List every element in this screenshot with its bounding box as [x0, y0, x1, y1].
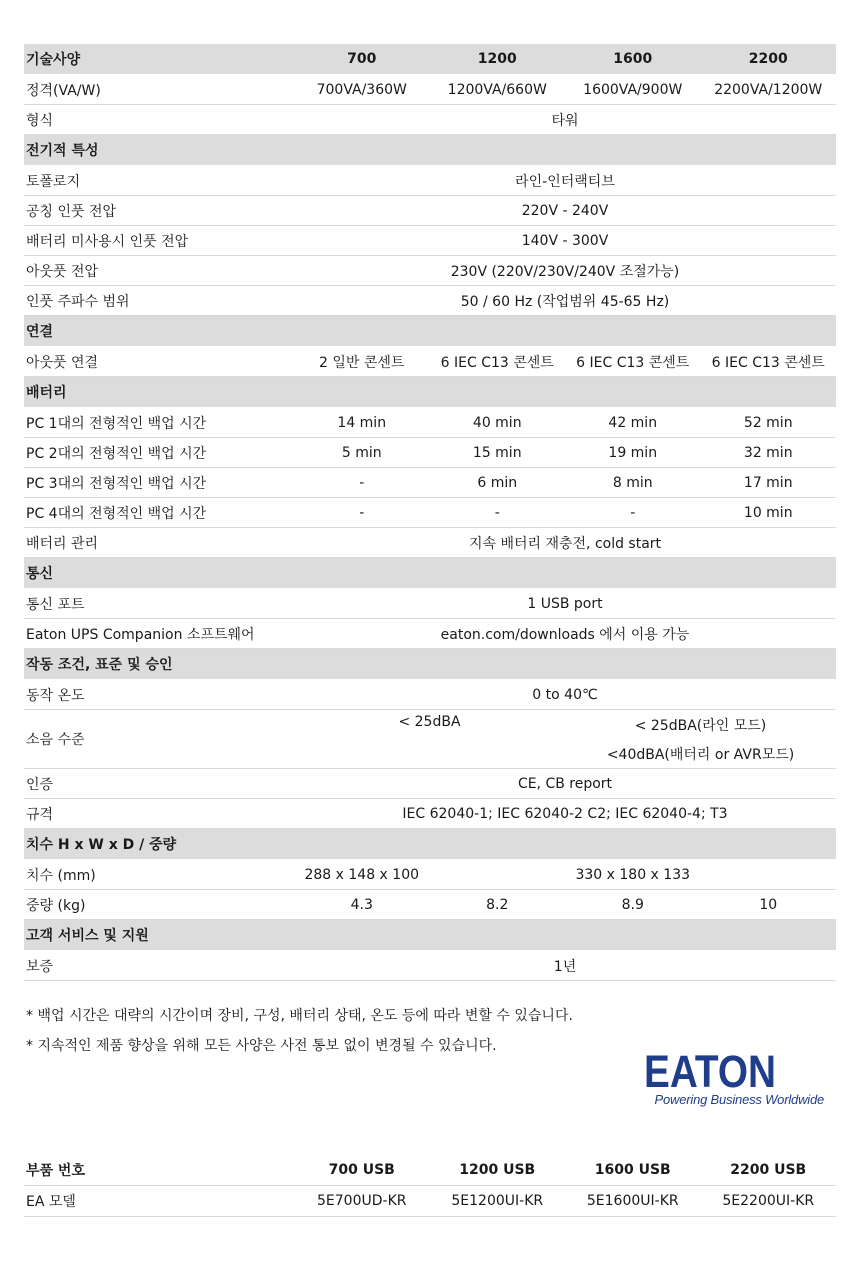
output-connection-row	[24, 347, 836, 377]
model-1600-header: 1600	[613, 51, 653, 67]
input-frequency-label: 인풋 주파수 범위	[26, 293, 130, 310]
software-row	[24, 619, 836, 649]
rating-1200: 1200VA/660W	[447, 81, 547, 98]
backup-pc4-700: -	[359, 504, 365, 521]
backup-pc2-row	[24, 438, 836, 468]
weight-2200: 10	[759, 896, 778, 913]
dimension-700: 288 x 148 x 100	[304, 866, 420, 883]
part-1200-header: 1200 USB	[459, 1162, 536, 1178]
backup-pc2-1600: 19 min	[608, 444, 658, 461]
backup-pc4-1200: -	[494, 504, 500, 521]
input-frequency-row	[24, 286, 836, 316]
rating-row	[24, 75, 836, 105]
weight-1200: 8.2	[486, 896, 509, 913]
output-connection-1200: 6 IEC C13 콘센트	[440, 354, 554, 371]
comm-port-row	[24, 589, 836, 619]
weight-label: 중량 (kg)	[26, 897, 86, 914]
backup-pc1-1200: 40 min	[472, 414, 522, 431]
section-title: 연결	[26, 324, 54, 340]
output-voltage-row	[24, 256, 836, 286]
section-communication	[24, 558, 836, 589]
rating-label: 정격(VA/W)	[26, 82, 101, 99]
ea-model-2200: 5E2200UI-KR	[722, 1193, 815, 1209]
output-voltage-value: 230V (220V/230V/240V 조절가능)	[450, 263, 680, 280]
spec-table	[24, 44, 836, 981]
input-frequency-value: 50 / 60 Hz (작업범위 45-65 Hz)	[460, 293, 670, 310]
operating-temp-label: 동작 온도	[26, 687, 85, 704]
topology-label: 토폴로지	[26, 173, 81, 190]
software-label: Eaton UPS Companion 소프트웨어	[26, 626, 255, 643]
backup-pc3-2200: 17 min	[743, 474, 793, 491]
battery-management-value: 지속 배터리 재충전, cold start	[468, 535, 662, 552]
noise-large-models	[565, 710, 836, 768]
standard-value: IEC 62040-1; IEC 62040-2 C2; IEC 62040-4; T3	[402, 805, 728, 822]
noise-label: 소음 수준	[26, 732, 85, 748]
part-700-header: 700 USB	[328, 1162, 395, 1178]
noise-line-mode: < 25dBA(라인 모드)	[634, 717, 767, 734]
noise-small-models: < 25dBA	[398, 714, 461, 730]
eaton-logo-wordmark: EATON	[644, 1050, 776, 1090]
topology-row	[24, 166, 836, 196]
section-title: 배터리	[26, 385, 67, 401]
weight-1600: 8.9	[621, 896, 644, 913]
eaton-logo-mark	[644, 1050, 824, 1090]
form-value: 타워	[551, 112, 579, 129]
section-title: 고객 서비스 및 지원	[26, 928, 149, 944]
backup-pc3-1200: 6 min	[477, 474, 518, 491]
backup-pc1-2200: 52 min	[743, 414, 793, 431]
eaton-logo	[644, 1050, 824, 1107]
section-dimensions	[24, 829, 836, 860]
software-value: eaton.com/downloads 에서 이용 가능	[440, 626, 690, 643]
backup-pc3-label: PC 3대의 전형적인 백업 시간	[26, 475, 207, 492]
section-title: 전기적 특성	[26, 143, 99, 159]
backup-pc1-row	[24, 408, 836, 438]
nominal-input-row	[24, 196, 836, 226]
nominal-input-value: 220V - 240V	[521, 202, 609, 219]
form-row	[24, 105, 836, 135]
part-1600-header: 1600 USB	[594, 1162, 671, 1178]
backup-pc1-700: 14 min	[337, 414, 387, 431]
battery-free-input-label: 배터리 미사용시 인풋 전압	[26, 233, 189, 250]
battery-management-label: 배터리 관리	[26, 535, 99, 552]
section-electrical	[24, 135, 836, 166]
footnote: * 지속적인 제품 향상을 위해 모든 사양은 사전 통보 없이 변경될 수 있습니다.	[26, 1038, 497, 1054]
operating-temp-row	[24, 680, 836, 710]
spec-header-label: 기술사양	[26, 52, 81, 68]
certification-label: 인증	[26, 776, 54, 793]
warranty-row	[24, 951, 836, 981]
model-1200-header: 1200	[477, 51, 517, 67]
form-label: 형식	[26, 112, 54, 129]
output-connection-1600: 6 IEC C13 콘센트	[576, 354, 690, 371]
backup-pc2-700: 5 min	[341, 444, 382, 461]
noise-battery-mode: <40dBA(배터리 or AVR모드)	[606, 746, 795, 763]
backup-pc4-label: PC 4대의 전형적인 백업 시간	[26, 505, 207, 522]
part-number-label: 부품 번호	[26, 1163, 85, 1179]
ea-model-label: EA 모델	[26, 1194, 76, 1210]
eaton-tagline: Powering Business Worldwide	[654, 1092, 824, 1107]
part-number-table	[24, 1155, 836, 1217]
nominal-input-label: 공칭 인풋 전압	[26, 203, 117, 220]
section-title: 작동 조건, 표준 및 승인	[26, 657, 173, 673]
warranty-label: 보증	[26, 958, 54, 975]
battery-management-row	[24, 528, 836, 558]
ea-model-1200: 5E1200UI-KR	[451, 1193, 544, 1209]
dimension-large-models: 330 x 180 x 133	[575, 866, 691, 883]
backup-pc1-1600: 42 min	[608, 414, 658, 431]
noise-row	[24, 710, 836, 769]
footnotes	[26, 1001, 573, 1061]
model-2200-header: 2200	[748, 51, 788, 67]
section-title: 치수 H x W x D / 중량	[26, 837, 177, 853]
output-connection-2200: 6 IEC C13 콘센트	[711, 354, 825, 371]
section-connection	[24, 316, 836, 347]
backup-pc4-2200: 10 min	[743, 504, 793, 521]
spec-header-row	[24, 44, 836, 75]
output-connection-700: 2 일반 콘센트	[319, 354, 405, 371]
model-700-header: 700	[347, 51, 377, 67]
backup-pc1-label: PC 1대의 전형적인 백업 시간	[26, 415, 207, 432]
backup-pc4-row	[24, 498, 836, 528]
rating-700: 700VA/360W	[316, 81, 407, 98]
part-number-header-row	[24, 1155, 836, 1186]
backup-pc4-1600: -	[630, 504, 636, 521]
ea-model-700: 5E700UD-KR	[317, 1193, 407, 1209]
backup-pc3-700: -	[359, 474, 365, 491]
weight-row	[24, 890, 836, 920]
rating-2200: 2200VA/1200W	[714, 81, 823, 98]
battery-free-input-row	[24, 226, 836, 256]
certification-value: CE, CB report	[517, 775, 613, 792]
output-voltage-label: 아웃풋 전압	[26, 263, 99, 280]
backup-pc2-2200: 32 min	[743, 444, 793, 461]
standard-label: 규격	[26, 806, 54, 823]
comm-port-label: 통신 포트	[26, 596, 85, 613]
backup-pc2-1200: 15 min	[472, 444, 522, 461]
ea-model-1600: 5E1600UI-KR	[586, 1193, 679, 1209]
output-connection-label: 아웃풋 연결	[26, 354, 99, 371]
backup-pc2-label: PC 2대의 전형적인 백업 시간	[26, 445, 207, 462]
topology-value: 라인-인터랙티브	[515, 173, 615, 190]
battery-free-input-value: 140V - 300V	[521, 232, 609, 249]
warranty-value: 1년	[553, 958, 577, 975]
comm-port-value: 1 USB port	[527, 595, 603, 612]
dimension-row	[24, 860, 836, 890]
backup-pc3-1600: 8 min	[612, 474, 653, 491]
standard-row	[24, 799, 836, 829]
section-title: 통신	[26, 566, 54, 582]
section-service	[24, 920, 836, 951]
section-operating	[24, 649, 836, 680]
section-battery	[24, 377, 836, 408]
operating-temp-value: 0 to 40℃	[532, 686, 598, 703]
footnote: * 백업 시간은 대략의 시간이며 장비, 구성, 배터리 상태, 온도 등에 따라 변할 수 있습니다.	[26, 1008, 573, 1024]
backup-pc3-row	[24, 468, 836, 498]
rating-1600: 1600VA/900W	[583, 81, 683, 98]
ea-model-row	[24, 1186, 836, 1217]
certification-row	[24, 769, 836, 799]
part-2200-header: 2200 USB	[730, 1162, 807, 1178]
dimension-label: 치수 (mm)	[26, 867, 96, 884]
weight-700: 4.3	[350, 896, 373, 913]
